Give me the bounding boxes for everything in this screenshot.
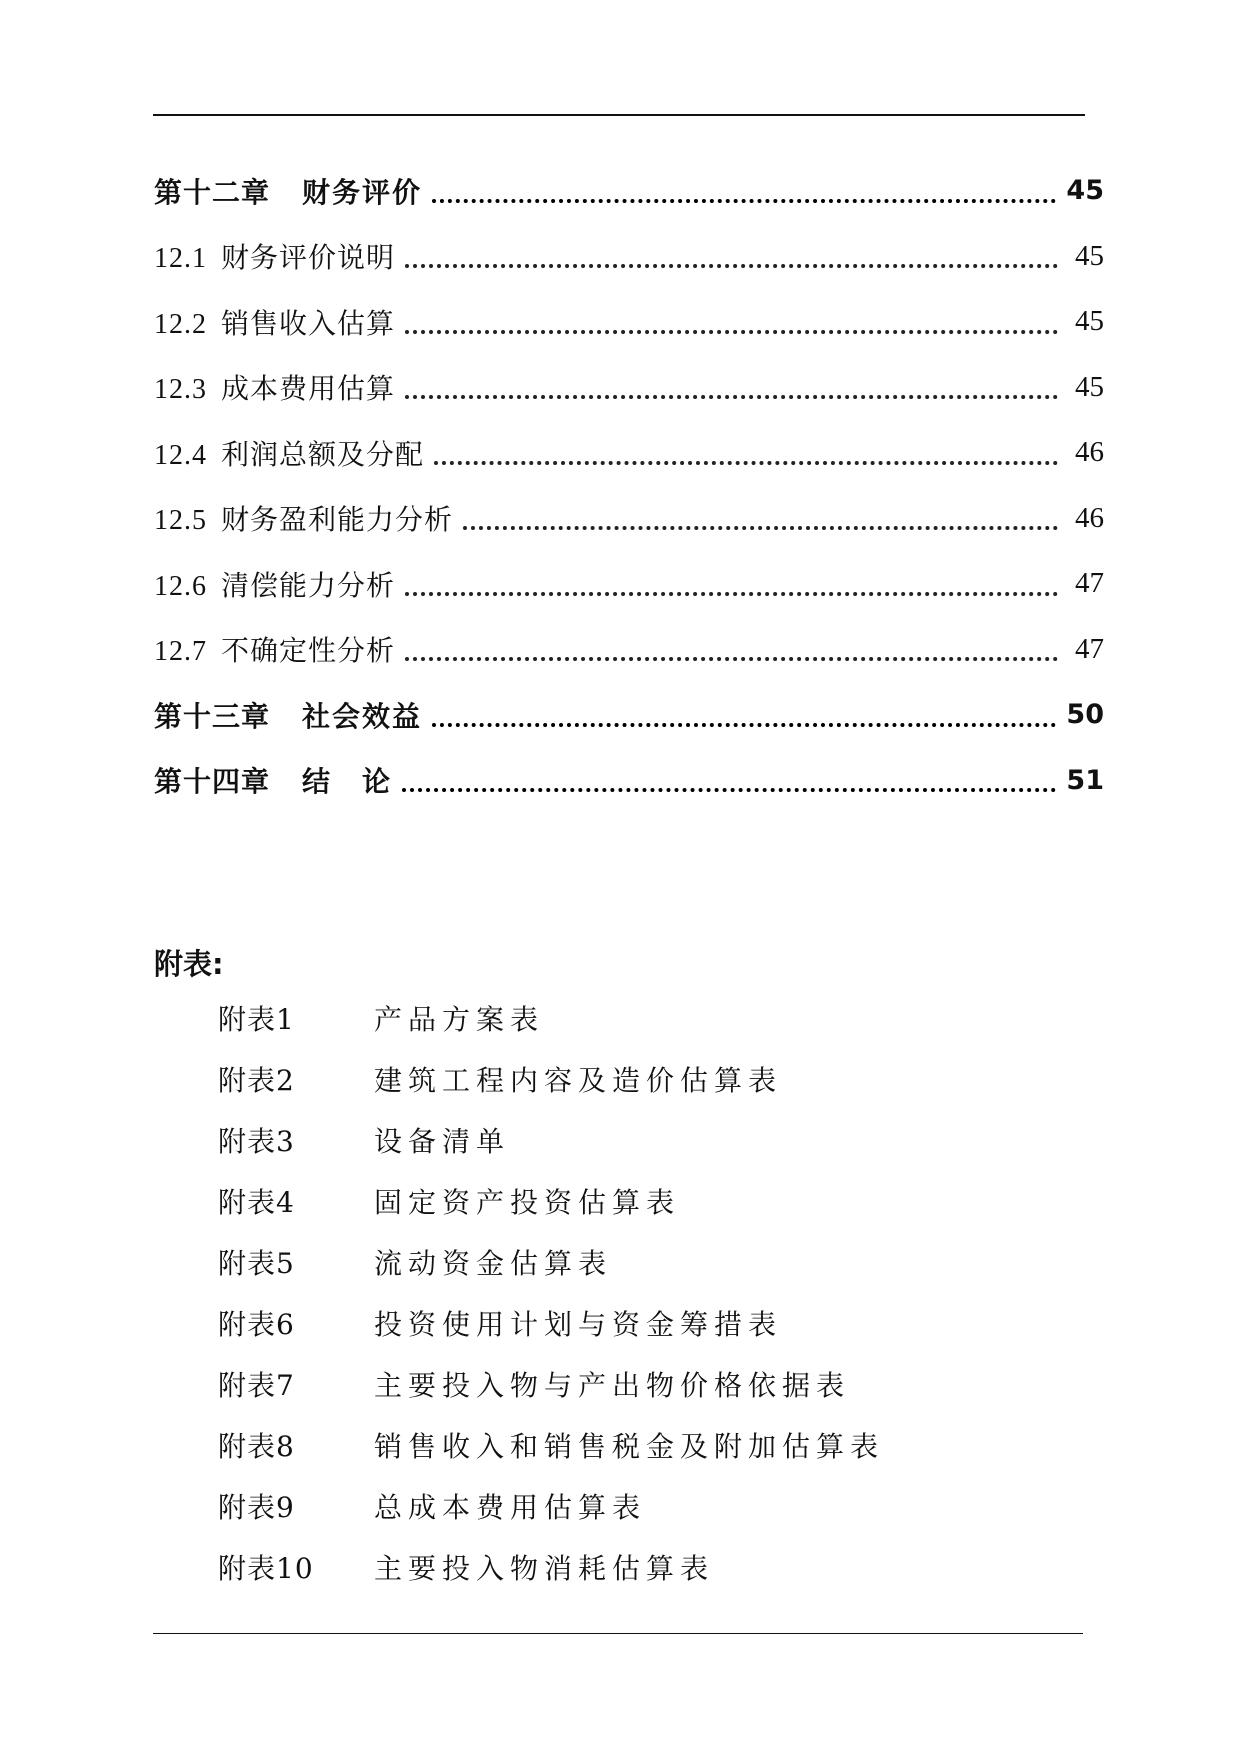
appendix-label: 附表2: [218, 1063, 295, 1097]
toc-entry-section-12-7[interactable]: [154, 617, 1104, 683]
appendix-name: 主要投入物消耗估算表: [374, 1551, 715, 1585]
toc-entry-chapter-13[interactable]: [154, 682, 1104, 748]
appendix-name: 销售收入和销售税金及附加估算表: [374, 1429, 885, 1463]
toc-entry-section-12-2[interactable]: [154, 289, 1104, 355]
toc-entry-section-12-4[interactable]: [154, 420, 1104, 486]
appendix-label: 附表6: [218, 1307, 295, 1341]
toc-chapter-title: 结 论: [302, 765, 393, 799]
toc-section-title: 不确定性分析: [221, 634, 396, 668]
appendix-label: 附表5: [218, 1246, 295, 1280]
toc-page-number: 47: [1075, 567, 1104, 600]
appendix-item[interactable]: [218, 1536, 1018, 1597]
appendix-name: 设备清单: [374, 1124, 511, 1158]
toc-section-title: 清偿能力分析: [221, 568, 396, 602]
toc-entry-section-12-1[interactable]: [154, 224, 1104, 290]
table-of-contents: [154, 158, 1104, 813]
toc-entry-chapter-14[interactable]: [154, 748, 1104, 814]
toc-chapter-number: 第十三章: [154, 699, 271, 733]
toc-section-title: 利润总额及分配: [221, 437, 425, 471]
toc-section-number: 12.5: [154, 505, 207, 537]
toc-entry-title: [154, 498, 453, 538]
toc-section-title: 销售收入估算: [221, 306, 396, 340]
toc-entry-title: [154, 564, 395, 604]
appendix-name: 投资使用计划与资金筹措表: [374, 1307, 783, 1341]
toc-entry-title: [154, 302, 395, 342]
appendix-label: 附表8: [218, 1429, 295, 1463]
appendix-name: 固定资产投资估算表: [374, 1185, 681, 1219]
toc-entry-chapter-12[interactable]: [154, 158, 1104, 224]
toc-entry-title: [154, 695, 422, 735]
toc-chapter-number: 第十二章: [154, 175, 271, 209]
toc-section-title: 财务评价说明: [221, 241, 396, 275]
toc-page-number: 47: [1075, 632, 1104, 665]
appendix-name: 流动资金估算表: [374, 1246, 613, 1280]
toc-page-number: 46: [1075, 436, 1104, 469]
appendix-name: 主要投入物与产出物价格依据表: [374, 1368, 851, 1402]
appendix-label: 附表9: [218, 1490, 295, 1524]
appendix-item[interactable]: [218, 1353, 1018, 1414]
toc-section-number: 12.1: [154, 243, 207, 275]
toc-chapter-title: 财务评价: [302, 175, 423, 209]
toc-page-number: 50: [1066, 699, 1104, 731]
toc-entry-section-12-3[interactable]: [154, 355, 1104, 421]
toc-chapter-number: 第十四章: [154, 765, 271, 799]
appendix-item[interactable]: [218, 1109, 1018, 1170]
appendix-item[interactable]: [218, 1414, 1018, 1475]
appendix-name: 产品方案表: [374, 1002, 545, 1036]
appendix-label: 附表1: [218, 1002, 295, 1036]
appendix-label: 附表4: [218, 1185, 295, 1219]
toc-section-number: 12.4: [154, 439, 207, 471]
toc-section-number: 12.2: [154, 308, 207, 340]
toc-page-number: 45: [1075, 305, 1104, 338]
appendix-item[interactable]: [218, 1292, 1018, 1353]
appendix-label: 附表3: [218, 1124, 295, 1158]
header-rule: [153, 114, 1085, 116]
toc-chapter-title: 社会效益: [302, 699, 423, 733]
appendix-heading: 附表:: [154, 947, 224, 981]
toc-entry-title: [154, 433, 424, 473]
appendix-item[interactable]: [218, 1048, 1018, 1109]
dot-leader: [405, 330, 1058, 334]
dot-leader: [402, 788, 1056, 792]
footer-rule: [153, 1633, 1083, 1634]
appendix-item[interactable]: [218, 1475, 1018, 1536]
toc-page-number: 45: [1075, 370, 1104, 403]
dot-leader: [463, 526, 1058, 530]
toc-section-title: 成本费用估算: [221, 372, 396, 406]
dot-leader: [405, 395, 1058, 399]
toc-entry-section-12-6[interactable]: [154, 551, 1104, 617]
toc-section-number: 12.6: [154, 570, 207, 602]
dot-leader: [405, 264, 1058, 268]
appendix-list: [218, 987, 1018, 1597]
appendix-item[interactable]: [218, 1231, 1018, 1292]
appendix-label: 附表7: [218, 1368, 295, 1402]
dot-leader: [432, 723, 1056, 727]
toc-page-number: 45: [1075, 239, 1104, 272]
appendix-name: 总成本费用估算表: [374, 1490, 647, 1524]
toc-entry-title: [154, 171, 422, 211]
toc-page-number: 51: [1066, 764, 1104, 796]
toc-section-number: 12.7: [154, 636, 207, 668]
dot-leader: [434, 461, 1058, 465]
toc-entry-section-12-5[interactable]: [154, 486, 1104, 552]
appendix-item[interactable]: [218, 1170, 1018, 1231]
dot-leader: [405, 657, 1058, 661]
toc-entry-title: [154, 629, 395, 669]
toc-section-number: 12.3: [154, 374, 207, 406]
toc-page-number: 46: [1075, 501, 1104, 534]
toc-entry-title: [154, 236, 395, 276]
appendix-item[interactable]: [218, 987, 1018, 1048]
toc-page-number: 45: [1066, 175, 1104, 207]
toc-section-title: 财务盈利能力分析: [221, 503, 454, 537]
toc-entry-title: [154, 367, 395, 407]
toc-entry-title: [154, 760, 392, 800]
appendix-name: 建筑工程内容及造价估算表: [374, 1063, 783, 1097]
dot-leader: [432, 199, 1056, 203]
appendix-label: 附表10: [218, 1551, 314, 1585]
dot-leader: [405, 592, 1058, 596]
